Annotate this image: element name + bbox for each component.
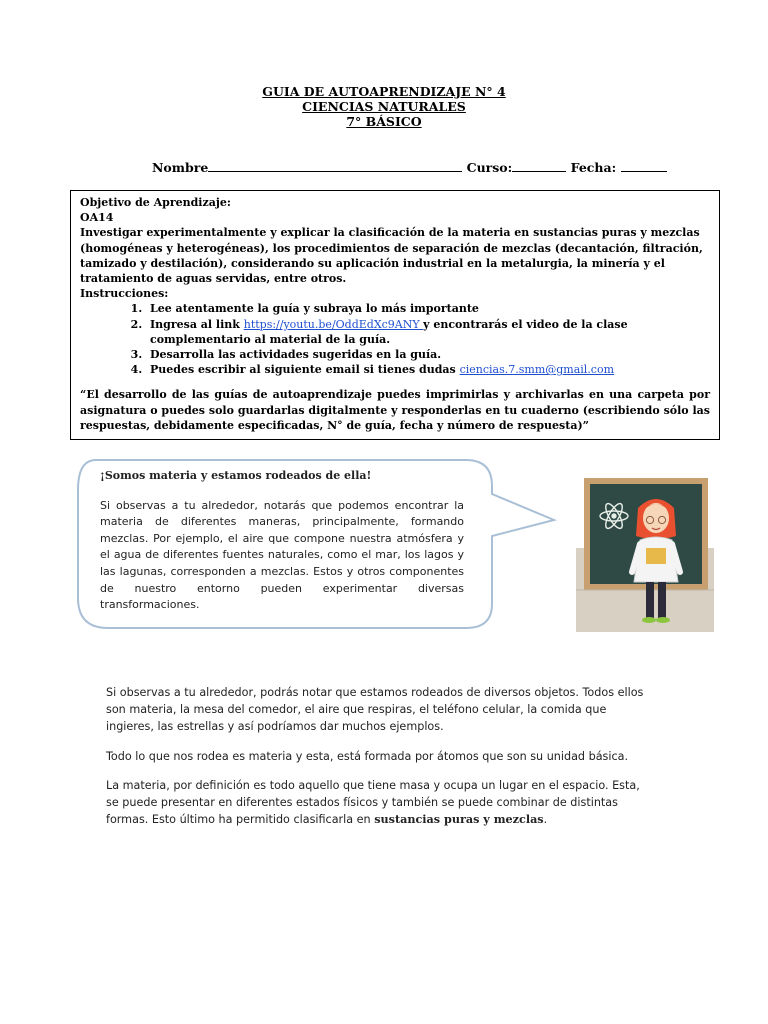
paragraph-3 bbox=[106, 777, 654, 829]
course-label: Curso: bbox=[466, 160, 513, 175]
guide-header bbox=[0, 84, 768, 129]
objective-description: Investigar experimentalmente y explicar la clasificación de la materia en sustancias puras y mezclas (homogéneas y heterogéneas), los procedimientos de separación de mezclas (decantación, filtración, tamizado y destilación), considerando su aplicación industrial en la metalurgia, la minería y el tratamiento de aguas servidas, entre otros. bbox=[80, 226, 703, 286]
date-field[interactable] bbox=[621, 160, 667, 172]
instruction-text: Ingresa al link bbox=[150, 317, 244, 331]
paragraph-3-text: La materia, por definición es todo aquello que tiene masa y ocupa un lugar en el espacio. Esta, se puede presentar en diferentes estados físicos y también se puede combinar de distintas formas. Esto último ha permitido clasificarla en bbox=[106, 778, 640, 827]
instructions-heading: Instrucciones: bbox=[80, 287, 169, 301]
instruction-text: y encontrarás el video de la clase complementario al material de la guía. bbox=[150, 317, 628, 346]
instruction-text: Desarrolla las actividades sugeridas en la guía. bbox=[150, 348, 442, 362]
paragraph-3-end: . bbox=[543, 813, 548, 827]
guide-title: GUIA DE AUTOAPRENDIZAJE N° 4 bbox=[262, 84, 506, 99]
instructions-note: “El desarrollo de las guías de autoaprendizaje puedes imprimirlas y archivarlas en una carpeta por asignatura o puedes solo guardarlas digitalmente y responderlas en tu cuaderno (escribiendo sólo las respuestas, debidamente especificadas, N° de guía, fecha y número de respuesta)” bbox=[80, 388, 710, 432]
subject-title: CIENCIAS NATURALES bbox=[302, 99, 466, 114]
instruction-text: Lee atentamente la guía y subraya lo más importante bbox=[150, 302, 479, 316]
bubble-content bbox=[100, 468, 464, 614]
name-field[interactable] bbox=[208, 160, 462, 172]
objective-heading: Objetivo de Aprendizaje: bbox=[80, 196, 231, 209]
paragraph-2: Todo lo que nos rodea es materia y esta, está formada por átomos que son su unidad básica. bbox=[106, 749, 629, 763]
course-field[interactable] bbox=[512, 160, 566, 172]
video-link[interactable]: https://youtu.be/OddEdXc9ANY bbox=[243, 317, 424, 331]
grade-title: 7° BÁSICO bbox=[346, 114, 422, 129]
instruction-text: Puedes escribir al siguiente email si tienes dudas bbox=[150, 363, 460, 377]
instruction-item bbox=[146, 301, 710, 316]
bubble-title: ¡Somos materia y estamos rodeados de ella! bbox=[100, 469, 372, 482]
name-label: Nombre bbox=[152, 160, 209, 175]
paragraph-1: Si observas a tu alrededor, podrás notar que estamos rodeados de diversos objetos. Todos ellos son materia, la mesa del comedor, el aire que respiras, el teléfono celular, la comida que ingieres, las estrellas y así podríamos dar muchos ejemplos. bbox=[106, 686, 644, 734]
instruction-item bbox=[146, 362, 710, 377]
objective-box bbox=[70, 190, 720, 440]
instructions-list bbox=[80, 301, 710, 377]
paragraph-3-emphasis: sustancias puras y mezclas bbox=[374, 812, 544, 827]
student-fields bbox=[152, 160, 667, 175]
objective-code: OA14 bbox=[80, 211, 114, 225]
email-link[interactable]: ciencias.7.smm@gmail.com bbox=[459, 363, 615, 377]
instruction-item bbox=[146, 347, 710, 362]
body-text bbox=[106, 684, 654, 840]
bubble-paragraph: Si observas a tu alrededor, notarás que podemos encontrar la materia de diferentes maneras, principalmente, formando mezclas. Por ejemplo, el aire que compone nuestra atmósfera y el agua de diferentes fuentes naturales, como el mar, los lagos y las lagunas, corresponden a mezclas. Estos y otros componentes de nuestro entorno pueden experimentar diversas transformaciones. bbox=[100, 498, 464, 612]
instruction-item bbox=[146, 317, 710, 347]
date-label: Fecha: bbox=[570, 160, 617, 175]
teacher-illustration bbox=[576, 478, 714, 632]
